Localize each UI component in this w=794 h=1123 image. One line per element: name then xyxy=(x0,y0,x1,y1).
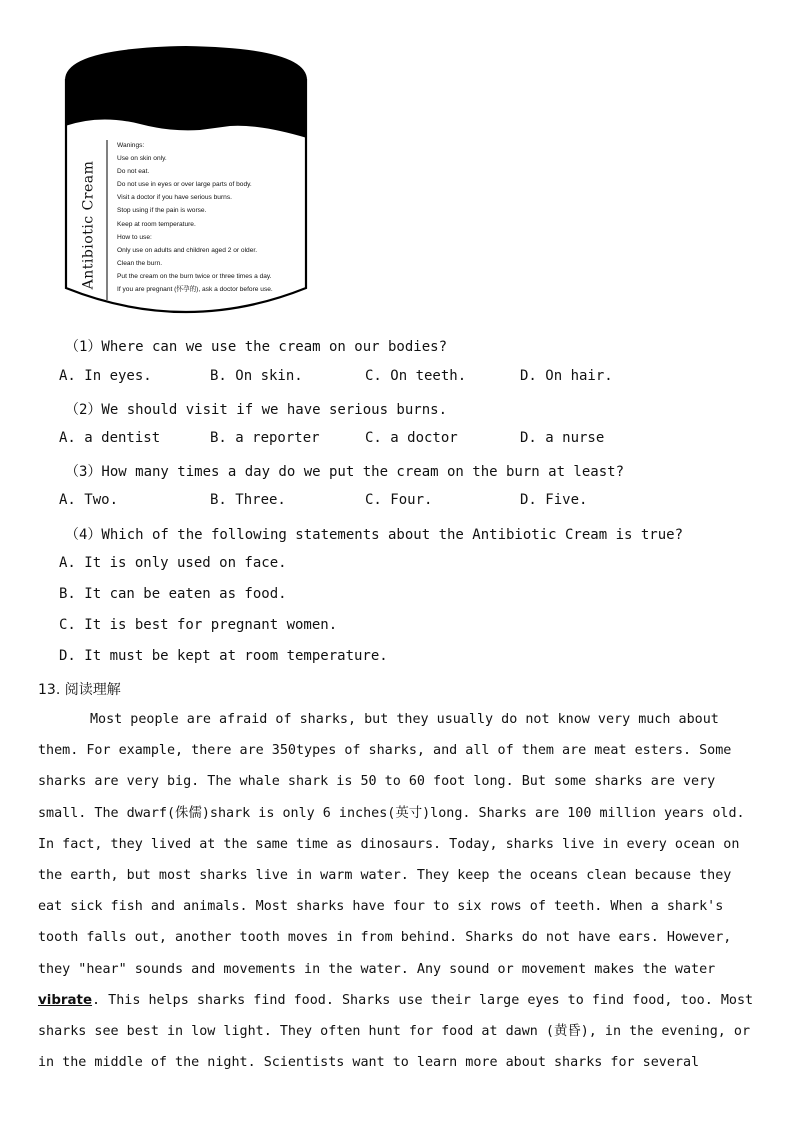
question-2-stem: （2）We should visit if we have serious burns. xyxy=(65,402,448,418)
reading-passage xyxy=(38,709,754,1083)
option-b: B. a reporter xyxy=(210,430,320,446)
passage-line: sharks are very big. The whale shark is 50 to 60 foot long. But some sharks are very xyxy=(38,774,716,790)
option-a: A. Two. xyxy=(59,492,119,508)
label-line: Clean the burn. xyxy=(117,259,163,267)
option-b: B. Three. xyxy=(210,492,286,508)
passage-line: the earth, but most sharks live in warm water. They keep the oceans clean because they xyxy=(38,867,732,883)
option-d: D. On hair. xyxy=(520,368,613,384)
option-d: D. a nurse xyxy=(520,430,605,446)
warning-instructions-text xyxy=(117,139,307,296)
section-13-title: 13. 阅读理解 xyxy=(38,682,121,698)
label-line: Wanings: xyxy=(117,142,145,149)
label-line: If you are pregnant (怀孕的), ask a doctor before use. xyxy=(117,286,273,294)
cream-jar-illustration xyxy=(60,40,312,324)
question-3-stem: （3）How many times a day do we put the cream on the burn at least? xyxy=(65,464,625,480)
question-1-stem: （1）Where can we use the cream on our bodies? xyxy=(65,339,448,355)
option-b: B. On skin. xyxy=(210,368,303,384)
passage-line: them. For example, there are 350types of sharks, and all of them are meat esters. Some xyxy=(38,743,732,759)
label-line: Keep at room temperature. xyxy=(117,220,196,228)
passage-line: sharks see best in low light. They often hunt for food at dawn (黄昏), in the evening, or xyxy=(38,1023,751,1039)
option-a: A. In eyes. xyxy=(59,368,152,384)
label-line: Put the cream on the burn twice or three times a day. xyxy=(117,272,272,280)
passage-line: tooth falls out, another tooth moves in from behind. Sharks do not have ears. However, xyxy=(38,930,732,946)
question-4-option-c: C. It is best for pregnant women. xyxy=(59,617,338,633)
passage-line: eat sick fish and animals. Most sharks have four to six rows of teeth. When a shark's xyxy=(38,899,724,915)
passage-line: vibrate . This helps sharks find food. Sharks use their large eyes to find food, too. Most xyxy=(38,990,754,1021)
label-line: Only use on adults and children aged 2 or older. xyxy=(117,246,258,254)
option-c: C. a doctor xyxy=(365,430,458,446)
label-line: Stop using if the pain is worse. xyxy=(117,207,207,215)
passage-line: In fact, they lived at the same time as dinosaurs. Today, sharks live in every ocean on xyxy=(38,836,740,852)
passage-line: they "hear" sounds and movements in the water. Any sound or movement makes the water xyxy=(38,961,716,977)
label-line: Visit a doctor if you have serious burns. xyxy=(117,194,232,202)
option-c: C. Four. xyxy=(365,492,433,508)
label-line: How to use: xyxy=(117,233,152,241)
product-name-label: Antibiotic Cream xyxy=(80,160,96,290)
question-4-option-a: A. It is only used on face. xyxy=(59,555,287,571)
label-line: Use on skin only. xyxy=(117,155,167,163)
label-line: Do not eat. xyxy=(117,168,150,176)
option-d: D. Five. xyxy=(520,492,588,508)
question-4-stem: （4）Which of the following statements about the Antibiotic Cream is true? xyxy=(65,527,684,543)
label-line: Do not use in eyes or over large parts of body. xyxy=(117,181,252,189)
passage-line: in the middle of the night. Scientists want to learn more about sharks for several xyxy=(38,1055,700,1071)
option-a: A. a dentist xyxy=(59,430,161,446)
vocab-word-vibrate: vibrate xyxy=(38,992,93,1008)
option-c: C. On teeth. xyxy=(365,368,467,384)
passage-line: small. The dwarf(侏儒)shark is only 6 inches(英寸)long. Sharks are 100 million years old. xyxy=(38,805,745,821)
passage-line: Most people are afraid of sharks, but they usually do not know very much about xyxy=(90,712,719,727)
question-4-option-b: B. It can be eaten as food. xyxy=(59,586,287,602)
question-4-option-d: D. It must be kept at room temperature. xyxy=(59,648,388,664)
